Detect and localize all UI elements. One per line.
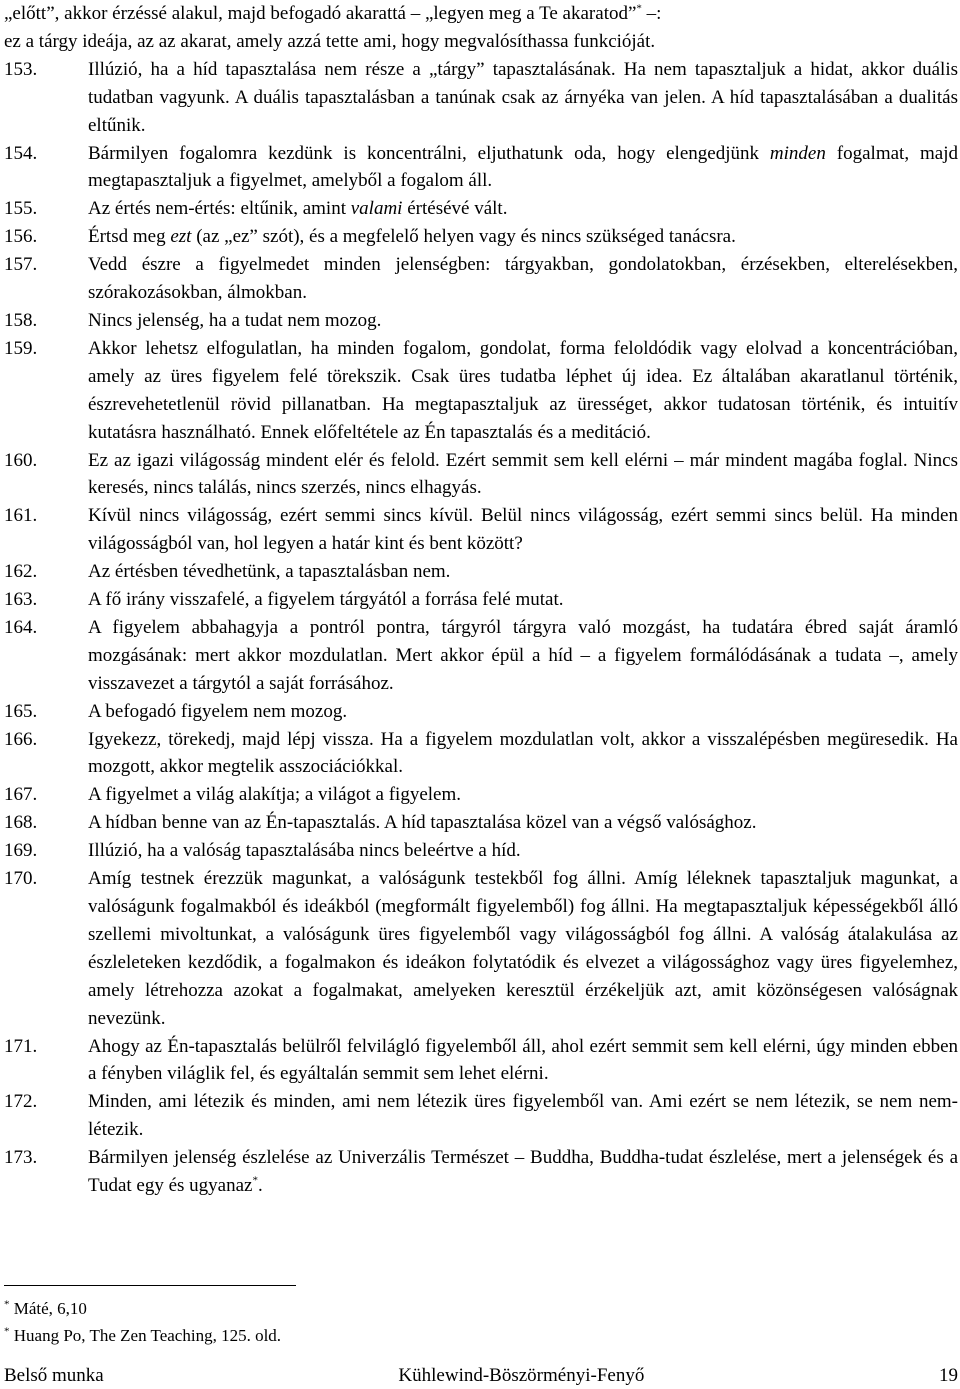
list-item: [4, 809, 958, 837]
item-number: 164.: [4, 616, 38, 638]
list-item: [4, 865, 958, 1032]
list-item: [4, 223, 958, 251]
item-text: [88, 195, 958, 223]
item-text: Kívül nincs világosság, ezért semmi sincs kívül. Belül nincs világosság, ezért semmi sincs belül. Ha minden világosságból van, hol legyen a határ kint és bent között?: [88, 505, 958, 555]
footnote-text: Huang Po, The Zen Teaching, 125. old.: [9, 1326, 282, 1345]
item-number: 155.: [4, 198, 38, 220]
item-text: A fő irány visszafelé, a figyelem tárgyától a forrása felé mutat.: [88, 589, 564, 611]
list-item: [4, 614, 958, 698]
item-number: 158.: [4, 309, 38, 331]
item-number: 159.: [4, 337, 38, 359]
list-item: [4, 1144, 958, 1200]
list-item: [4, 307, 958, 335]
item-number: 154.: [4, 142, 38, 164]
item-text: Az értésben tévedhetünk, a tapasztalásban nem.: [88, 561, 451, 583]
item-emphasis: ezt: [170, 226, 192, 248]
item-text-part: .: [257, 1175, 263, 1197]
item-text-part: fogalmat, majd megtapasztaljuk a figyelmet, amelyből a fogalom áll.: [88, 142, 958, 192]
list-item: [4, 447, 958, 503]
item-text: Amíg testnek érezzük magunkat, a valóságunk testekből fog állni. Amíg léleknek tapasztaljuk magunkat, a valóságunk fogalmakból és ideákból (megformált figyelemből) fog állni. Ha megtapasztaljuk képességekből álló szellemi mivoltunkat, a valóságunk üres figyelemből vagy világosságból fog állni. A valóság átalakulása az észleleteken kezdődik, a fogalmakon és ideákon folytatódik és elvezet a világossághoz vagy üres figyelemhez, amely létrehozza azokat a fogalmakat, amelyeken keresztül érzékeljük azt, amit közönségesen valóságnak nevezünk.: [88, 868, 958, 1029]
item-text-part: Bármilyen fogalomra kezdünk is koncentrálni, eljuthatunk oda, hogy elengedjünk: [88, 142, 770, 164]
footnote-mark: *: [4, 1325, 10, 1338]
body-text: [4, 0, 958, 1200]
footer-authors: Kühlewind-Böszörményi-Fenyő: [398, 1365, 645, 1386]
numbered-list: [4, 56, 958, 1200]
list-item: [4, 586, 958, 614]
list-item: [4, 1088, 958, 1144]
footnote-separator: [4, 1285, 296, 1286]
item-number: 162.: [4, 561, 38, 583]
item-text: [88, 223, 958, 251]
footnote-mark: *: [4, 1298, 10, 1311]
item-text-part: Értsd meg: [88, 226, 171, 248]
item-number: 161.: [4, 505, 38, 527]
list-item: [4, 726, 958, 782]
item-number: 165.: [4, 700, 38, 722]
item-text-part: Az értés nem-értés: eltűnik, amint: [88, 198, 351, 220]
item-number: 153.: [4, 58, 38, 80]
continuation-text: „előtt”, akkor érzéssé alakul, majd befogadó akarattá – „legyen meg a Te akaratod”: [4, 3, 637, 24]
item-number: 171.: [4, 1035, 38, 1057]
item-text: [88, 140, 958, 196]
item-number: 168.: [4, 812, 38, 834]
item-number: 167.: [4, 784, 38, 806]
item-text-part: Bármilyen jelenség észlelése az Univerzális Természet – Buddha, Buddha-tudat észlelése, mert a jelenségek és a Tudat egy és ugyanaz: [88, 1147, 958, 1197]
footnote-mark: *: [636, 2, 642, 15]
list-item: [4, 502, 958, 558]
item-text: Ahogy az Én-tapasztalás belülről felvilágló figyelemből áll, ahol ezért semmit sem kell elérni, úgy minden ebben a fényben világlik fel, és egyáltalán semmit sem lehet elérni.: [88, 1035, 958, 1085]
item-text: Akkor lehetsz elfogulatlan, ha minden fogalom, gondolat, forma feloldódik vagy elolvad a koncentrációban, amely az üres figyelem felé törekszik. Csak üres tudatba léphet új idea. Ez általában akaratlanul történik, észrevehetetlenül rövid pillanatban. Ha megtapasztaljuk az ürességet, akkor tudatosan történik, és intuitív kutatásra használható. Ennek előfeltétele az Én tapasztalás és a meditáció.: [88, 337, 958, 443]
footer-book-title: Belső munka: [4, 1365, 104, 1386]
item-emphasis: valami: [350, 198, 403, 220]
item-number: 163.: [4, 589, 38, 611]
item-text: A figyelem abbahagyja a pontról pontra, tárgyról tárgyra való mozgást, ha tudatára ébred saját áramló mozgásának: mert akkor mozdulatlan. Mert akkor épül a híd – a figyelem formálódásának a tudata –, amely visszavezet a tárgytól a saját forrásához.: [88, 616, 958, 694]
item-text-part: értésévé vált.: [402, 198, 508, 220]
continuation-line-1: [4, 0, 958, 28]
item-text: Nincs jelenség, ha a tudat nem mozog.: [88, 309, 382, 331]
item-number: 173.: [4, 1147, 38, 1169]
item-text: [88, 1144, 958, 1200]
footnote-2: [4, 1322, 704, 1349]
list-item: [4, 140, 958, 196]
page-footer: [4, 1364, 958, 1388]
footnotes: [4, 1295, 704, 1349]
footnote-text: Máté, 6,10: [9, 1299, 87, 1318]
item-emphasis: minden: [769, 142, 826, 164]
item-text: Illúzió, ha a valóság tapasztalásába nincs beleértve a híd.: [88, 840, 521, 862]
list-item: [4, 837, 958, 865]
item-text: A befogadó figyelem nem mozog.: [88, 700, 348, 722]
footnote-1: [4, 1295, 704, 1322]
list-item: [4, 335, 958, 447]
item-text: Igyekezz, törekedj, majd lépj vissza. Ha a figyelem mozdulatlan volt, akkor a visszalépésben megüresedik. Ha mozgott, akkor megtelik asszociációkkal.: [88, 728, 958, 778]
footnote-mark: *: [252, 1174, 258, 1187]
item-text: A hídban benne van az Én-tapasztalás. A híd tapasztalása közel van a végső valósághoz.: [88, 812, 757, 834]
item-text: Vedd észre a figyelmedet minden jelenségben: tárgyakban, gondolatokban, érzésekben, elterelésekben, szórakozásokban, álmokban.: [88, 254, 958, 304]
item-text: Ez az igazi világosság mindent elér és felold. Ezért semmit sem kell elérni – már mindent magába foglal. Nincs keresés, nincs találás, nincs szerzés, nincs elhagyás.: [88, 449, 958, 499]
list-item: [4, 56, 958, 140]
list-item: [4, 195, 958, 223]
continuation-end: –:: [641, 3, 662, 24]
continuation-paragraph: [4, 0, 958, 56]
page-number: 19: [939, 1365, 958, 1386]
item-number: 157.: [4, 254, 38, 276]
item-text: A figyelmet a világ alakítja; a világot a figyelem.: [88, 784, 462, 806]
item-number: 160.: [4, 449, 38, 471]
list-item: [4, 558, 958, 586]
list-item: [4, 1033, 958, 1089]
item-text-part: (az „ez” szót), és a megfelelő helyen vagy és nincs szükséged tanácsra.: [191, 226, 736, 248]
item-number: 172.: [4, 1091, 38, 1113]
item-number: 166.: [4, 728, 38, 750]
item-number: 170.: [4, 868, 38, 890]
list-item: [4, 251, 958, 307]
list-item: [4, 698, 958, 726]
item-number: 156.: [4, 226, 38, 248]
item-number: 169.: [4, 840, 38, 862]
item-text: Minden, ami létezik és minden, ami nem létezik üres figyelemből van. Ami ezért se nem létezik, se nem nem-létezik.: [88, 1091, 958, 1141]
list-item: [4, 781, 958, 809]
item-text: Illúzió, ha a híd tapasztalása nem része a „tárgy” tapasztalásának. Ha nem tapasztaljuk a hidat, akkor duális tudatban vagyunk. A duális tapasztalásban a tanúnak csak az árnyéka van jelen. A híd tapasztalásában a dualitás eltűnik.: [88, 58, 958, 136]
continuation-line-2: ez a tárgy ideája, az az akarat, amely azzá tette ami, hogy megvalósíthassa funkcióját.: [4, 30, 656, 52]
